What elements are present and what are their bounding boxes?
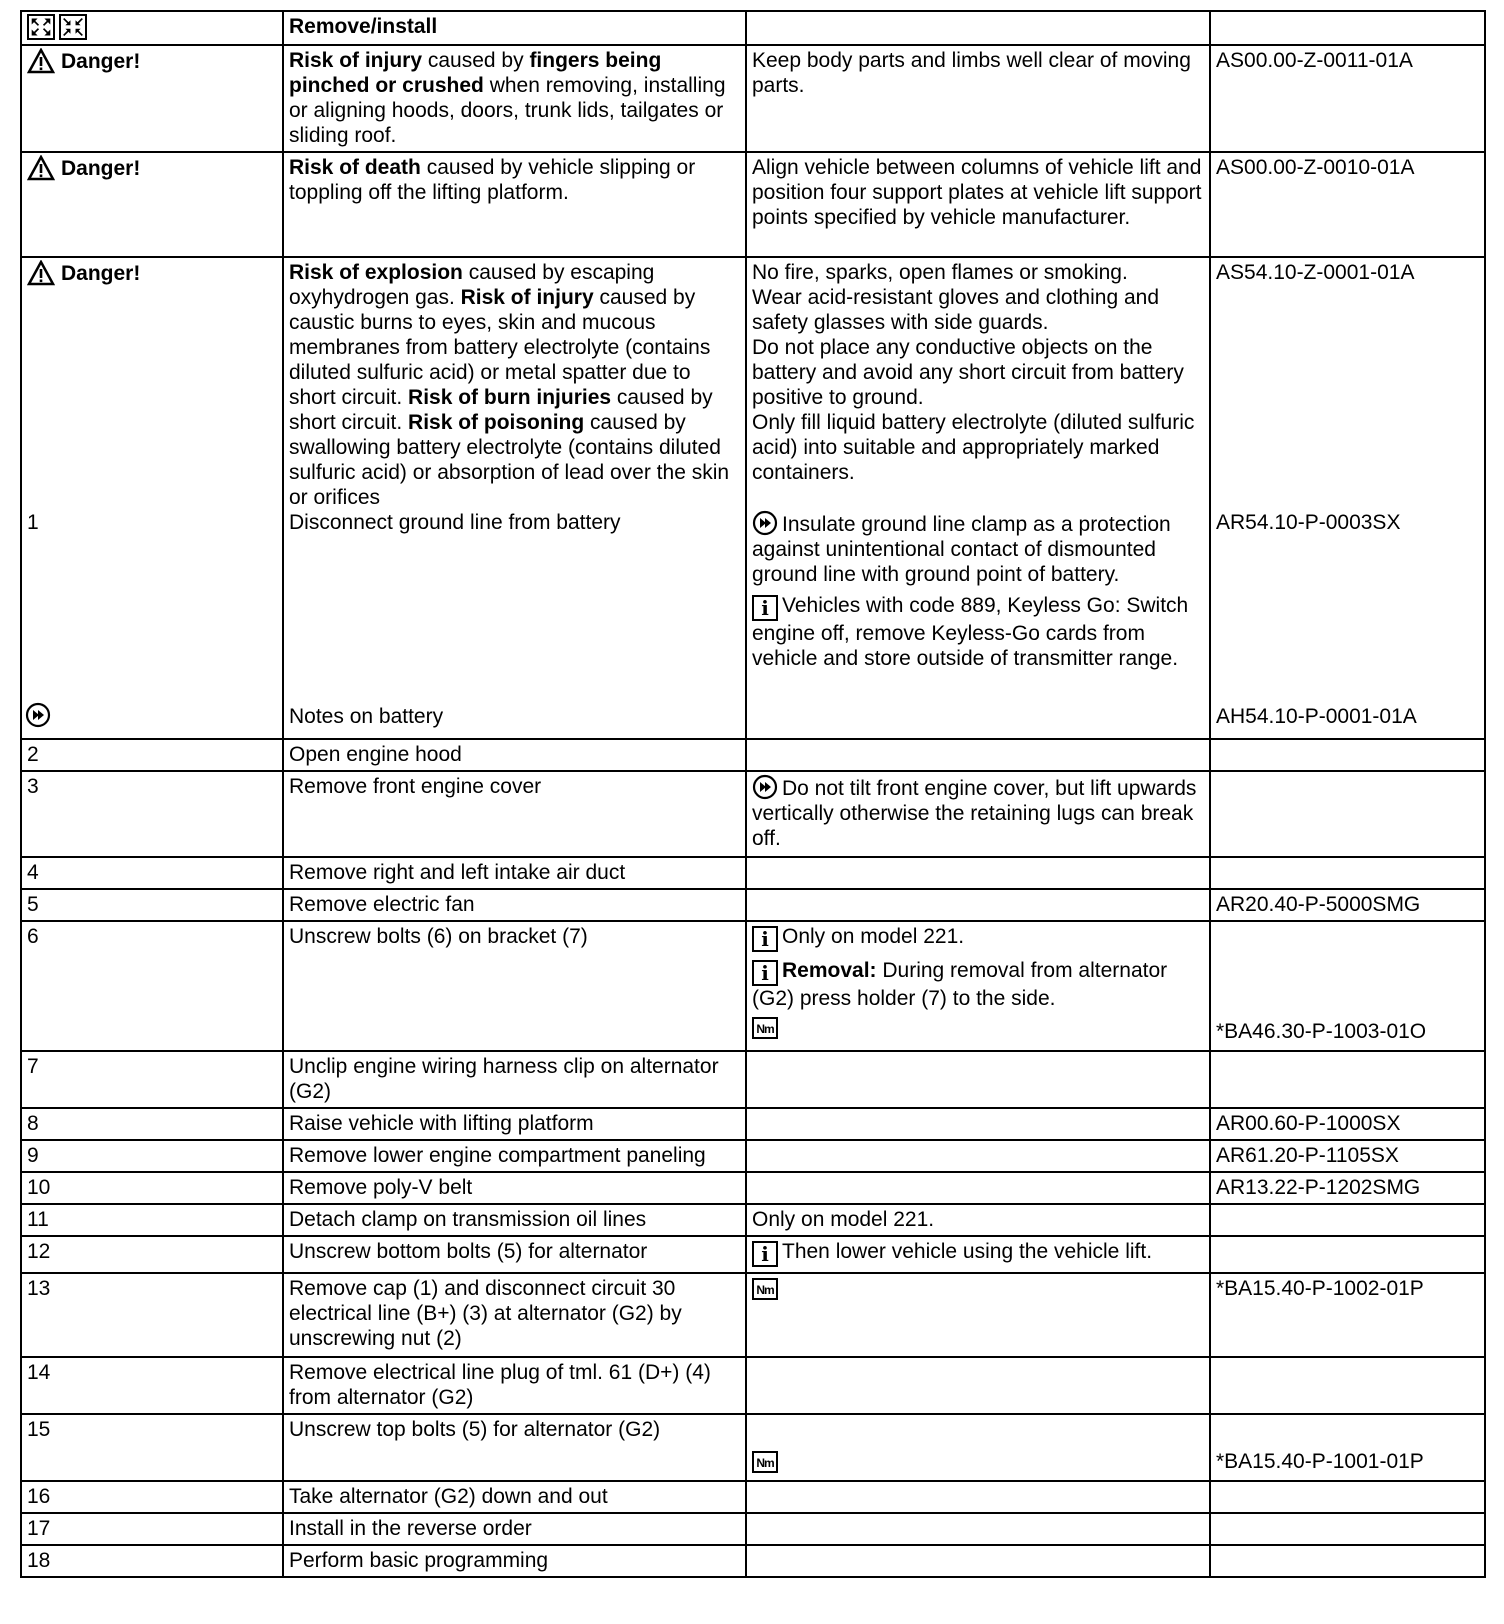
danger-label: Danger!	[61, 156, 141, 180]
step-text: Open engine hood	[283, 739, 746, 771]
expand-arrows-icon	[27, 14, 55, 40]
info-icon: i	[752, 960, 778, 986]
step-text: Disconnect ground line from battery	[289, 511, 621, 534]
step-number: 7	[21, 1051, 283, 1108]
step-row-18	[21, 1545, 1485, 1577]
step-note: Do not tilt front engine cover, but lift upwards vertically otherwise the retaining lugs can break off.	[746, 771, 1210, 857]
step-text: Install in the reverse order	[283, 1513, 746, 1545]
step-ref: *BA15.40-P-1002-01P	[1210, 1273, 1485, 1357]
step-ref: AR20.40-P-5000SMG	[1210, 889, 1485, 921]
header-row	[21, 11, 1485, 45]
danger-row-2	[21, 152, 1485, 257]
step-ref: AR00.60-P-1000SX	[1210, 1108, 1485, 1140]
step-info: i Then lower vehicle using the vehicle lift.	[746, 1236, 1210, 1273]
step-info: i Removal: During removal from alternator (G2) press holder (7) to the side.	[752, 959, 1168, 1010]
step-row-9	[21, 1140, 1485, 1172]
step-number: 4	[21, 857, 283, 889]
danger-label: Danger!	[61, 49, 141, 73]
step-number: 3	[21, 771, 283, 857]
measure-line: Only fill liquid battery electrolyte (diluted sulfuric acid) into suitable and appropriately marked containers.	[752, 411, 1195, 484]
step-row-16	[21, 1481, 1485, 1513]
info-icon: i	[752, 595, 778, 621]
measure-line: No fire, sparks, open flames or smoking.	[752, 261, 1128, 284]
step-number: 10	[21, 1172, 283, 1204]
step-number: 15	[21, 1414, 283, 1481]
step-number: 1	[27, 511, 39, 534]
step-number: 9	[21, 1140, 283, 1172]
step-row-12	[21, 1236, 1485, 1273]
step-text: Take alternator (G2) down and out	[283, 1481, 746, 1513]
notes-text: Notes on battery	[289, 705, 444, 728]
step-ref: AR54.10-P-0003SX	[1216, 511, 1401, 534]
collapse-arrows-icon	[59, 14, 87, 40]
step-text: Unscrew bolts (6) on bracket (7)	[283, 921, 746, 1051]
step-number: 6	[21, 921, 283, 1051]
danger-ref: AS00.00-Z-0011-01A	[1210, 45, 1485, 152]
step-row-4	[21, 857, 1485, 889]
step-row-6	[21, 921, 1485, 1051]
header-title: Remove/install	[283, 11, 746, 45]
step-info: i Vehicles with code 889, Keyless Go: Switch engine off, remove Keyless-Go cards from vehicle and store outside of transmitter range.	[752, 594, 1189, 670]
torque-nm-icon: Nm	[752, 1017, 778, 1039]
step-row-5	[21, 889, 1485, 921]
battery-block-row	[21, 257, 1485, 739]
step-text: Unclip engine wiring harness clip on alternator (G2)	[283, 1051, 746, 1108]
step-text: Unscrew top bolts (5) for alternator (G2)	[283, 1414, 746, 1481]
step-text: Raise vehicle with lifting platform	[283, 1108, 746, 1140]
step-number: 14	[21, 1357, 283, 1414]
step-row-11	[21, 1204, 1485, 1236]
step-row-14	[21, 1357, 1485, 1414]
step-text: Remove electrical line plug of tml. 61 (D+) (4) from alternator (G2)	[283, 1357, 746, 1414]
danger-measure-text: Keep body parts and limbs well clear of moving parts.	[746, 45, 1210, 152]
step-number: 12	[21, 1236, 283, 1273]
torque-nm-icon: Nm	[752, 1278, 778, 1300]
step-text: Detach clamp on transmission oil lines	[283, 1204, 746, 1236]
warning-triangle-icon	[27, 155, 55, 181]
step-number: 11	[21, 1204, 283, 1236]
step-text: Unscrew bottom bolts (5) for alternator	[283, 1236, 746, 1273]
note-arrow-icon	[25, 702, 51, 728]
step-ref: AR13.22-P-1202SMG	[1210, 1172, 1485, 1204]
step-number: 5	[21, 889, 283, 921]
step-text: Remove lower engine compartment paneling	[283, 1140, 746, 1172]
step-row-2	[21, 739, 1485, 771]
warning-triangle-icon	[27, 260, 55, 286]
step-ref: AR61.20-P-1105SX	[1210, 1140, 1485, 1172]
step-number: 13	[21, 1273, 283, 1357]
measure-line: Do not place any conductive objects on the battery and avoid any short circuit from battery positive to ground.	[752, 336, 1184, 409]
step-text: Remove electric fan	[283, 889, 746, 921]
notes-ref: AH54.10-P-0001-01A	[1216, 705, 1417, 728]
danger-ref: AS54.10-Z-0001-01A	[1216, 261, 1415, 284]
step-row-7	[21, 1051, 1485, 1108]
danger-ref: AS00.00-Z-0010-01A	[1210, 152, 1485, 257]
step-row-13	[21, 1273, 1485, 1357]
note-arrow-icon	[752, 510, 778, 536]
step-number: 2	[21, 739, 283, 771]
step-text: Remove cap (1) and disconnect circuit 30 electrical line (B+) (3) at alternator (G2) by unscrewing nut (2)	[283, 1273, 746, 1357]
step-number: 18	[21, 1545, 283, 1577]
step-info: i Only on model 221.	[752, 924, 1205, 952]
danger-measure-text: Align vehicle between columns of vehicle lift and position four support plates at vehicle lift support points specified by vehicle manufacturer.	[746, 152, 1210, 257]
header-icons-cell	[21, 11, 283, 45]
step-text: Remove right and left intake air duct	[283, 857, 746, 889]
warning-triangle-icon	[27, 48, 55, 74]
step-number: 8	[21, 1108, 283, 1140]
measure-line: Wear acid-resistant gloves and clothing and safety glasses with side guards.	[752, 286, 1160, 334]
danger-risk-text: Risk of injury caused by fingers being pinched or crushed when removing, installing or aligning hoods, doors, trunk lids, tailgates or sliding roof.	[283, 45, 746, 152]
step-note: Insulate ground line clamp as a protection against unintentional contact of dismounted ground line with ground point of battery.	[752, 510, 1205, 587]
step-text: Remove front engine cover	[283, 771, 746, 857]
danger-risk-text: Risk of explosion caused by escaping oxyhydrogen gas. Risk of injury caused by caustic burns to eyes, skin and mucous membranes from battery electrolyte (contains diluted sulfuric acid) or metal spatter due to short circuit. Risk of burn injuries caused by short circuit. Risk of poisoning caused by swallowing battery electrolyte (contains diluted sulfuric acid) or absorption of lead over the skin or orifices	[289, 261, 730, 509]
step-ref: *BA46.30-P-1003-01O	[1216, 1020, 1427, 1043]
torque-nm-icon: Nm	[752, 1451, 778, 1473]
step-row-15	[21, 1414, 1485, 1481]
step-number: 17	[21, 1513, 283, 1545]
step-text: Perform basic programming	[283, 1545, 746, 1577]
step-row-10	[21, 1172, 1485, 1204]
info-icon: i	[752, 926, 778, 952]
danger-label: Danger!	[61, 261, 141, 285]
step-ref: *BA15.40-P-1001-01P	[1216, 1450, 1424, 1473]
danger-risk-text: Risk of death caused by vehicle slipping or toppling off the lifting platform.	[283, 152, 746, 257]
procedure-table	[20, 10, 1486, 1578]
step-row-8	[21, 1108, 1485, 1140]
step-text: Remove poly-V belt	[283, 1172, 746, 1204]
note-arrow-icon	[752, 774, 778, 800]
danger-row-1	[21, 45, 1485, 152]
step-row-17	[21, 1513, 1485, 1545]
step-row-3	[21, 771, 1485, 857]
step-measure: Only on model 221.	[746, 1204, 1210, 1236]
info-icon: i	[752, 1241, 778, 1267]
step-number: 16	[21, 1481, 283, 1513]
